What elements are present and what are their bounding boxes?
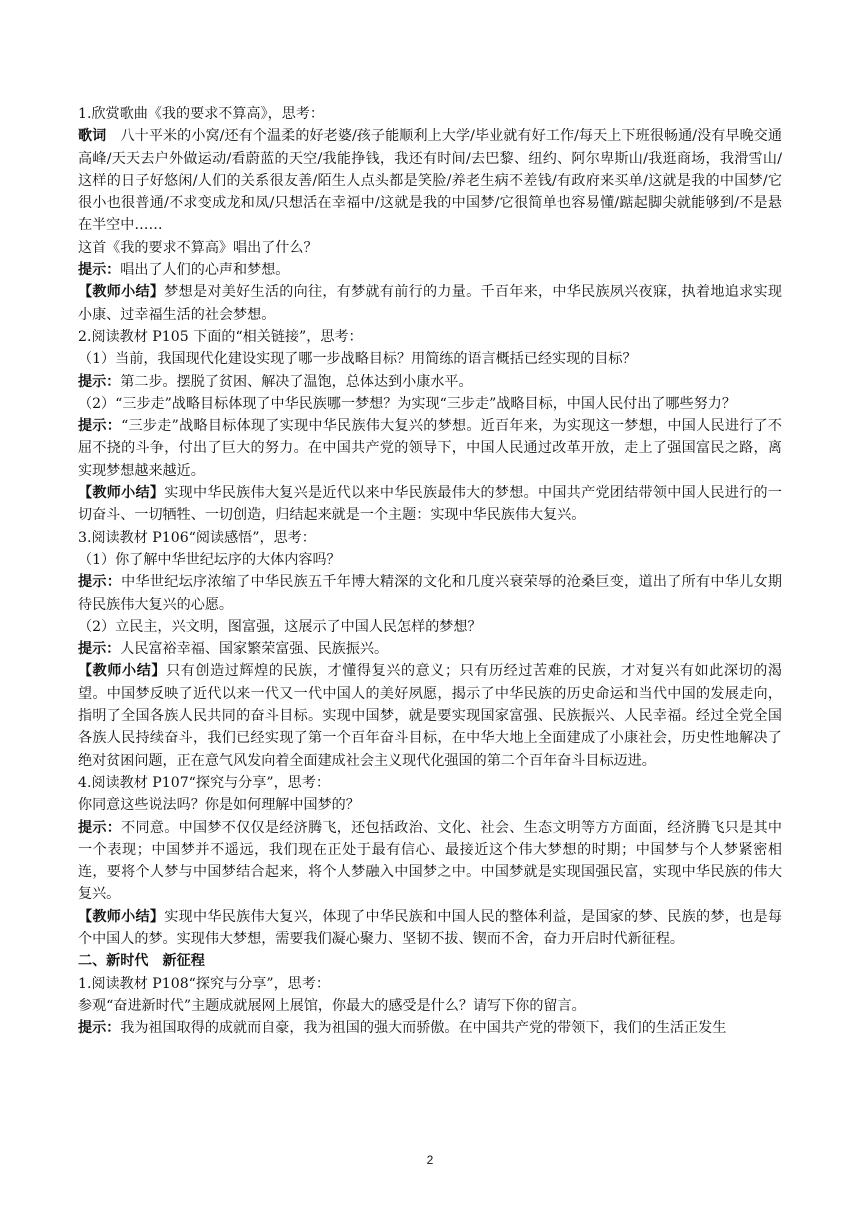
lyrics-paragraph: 歌词 八十平米的小窝/还有个温柔的好老婆/孩子能顺利上大学/毕业就有好工作/每天上下班很畅通/没有早晚交通高峰/天天去户外做运动/看蔚蓝的天空/我能挣钱，我还有时间/去巴黎、纽约、阿尔卑斯山/我逛商场，我滑雪山/这样的日子好悠闲/人们的关系很友善/陌生人点头都是笑脸/养老生病不差钱/有政府来买单/这就是我的中国梦/它很小也很普通/不求变成龙和凤/只想活在幸福中/这就是我的中国梦/它很简单也容易懂/踮起脚尖就能够到/不是悬在半空中…… xyxy=(78,128,782,234)
question-text: 参观“奋进新时代”主题成就展网上展馆，你最大的感受是什么？请写下你的留言。 xyxy=(78,997,586,1014)
question-text: 这首《我的要求不算高》唱出了什么？ xyxy=(78,239,318,256)
hint-paragraph: 提示：我为祖国取得的成就而自豪，我为祖国的强大而骄傲。在中国共产党的带领下，我们的生活正发生 xyxy=(78,1020,727,1037)
question-text: （1）当前，我国现代化建设实现了哪一步战略目标？用简练的语言概括已经实现的目标？ xyxy=(78,351,637,368)
hint-paragraph: 提示：中华世纪坛序浓缩了中华民族五千年博大精深的文化和几度兴衰荣辱的沧桑巨变，道出了所有中华儿女期待民族伟大复兴的心愿。 xyxy=(78,574,783,613)
question-text: （2）“三步走”战略目标体现了中华民族哪一梦想？为实现“三步走”战略目标，中国人民付出了哪些努力？ xyxy=(78,395,736,412)
question-1-heading: 1.欣赏歌曲《我的要求不算高》，思考： xyxy=(78,106,324,122)
hint-paragraph: 提示：唱出了人们的心声和梦想。 xyxy=(78,262,290,279)
teacher-summary: 【教师小结】实现中华民族伟大复兴，体现了中华民族和中国人民的整体利益，是国家的梦、民族的梦，也是每个中国人的梦。实现伟大梦想，需要我们凝心聚力、坚韧不拔、锲而不舍，奋力开启时代新征程。 xyxy=(78,908,783,947)
hint-paragraph: 提示：“三步走”战略目标体现了实现中华民族伟大复兴的梦想。近百年来，为实现这一梦想，中国人民进行了不屈不挠的斗争，付出了巨大的努力。在中国共产党的领导下，中国人民通过改革开放，走上了强国富民之路，离实现梦想越来越近。 xyxy=(78,418,783,479)
question-text: （1）你了解中华世纪坛序的大体内容吗？ xyxy=(78,551,341,568)
hint-label: 提示： xyxy=(78,819,122,836)
teacher-summary: 【教师小结】梦想是对美好生活的向往，有梦就有前行的力量。千百年来，中华民族夙兴夜寐，执着地追求实现小康、过幸福生活的社会梦想。 xyxy=(78,284,783,323)
hint-label: 提示： xyxy=(78,262,121,279)
teacher-summary: 【教师小结】实现中华民族伟大复兴是近代以来中华民族最伟大的梦想。中国共产党团结带领中国人民进行的一切奋斗、一切牺牲、一切创造，归结起来就是一个主题：实现中华民族伟大复兴。 xyxy=(78,485,783,524)
question-2-heading: 2.阅读教材 P105 下面的“相关链接”，思考： xyxy=(78,328,363,345)
section-heading: 二、新时代 新征程 xyxy=(78,953,205,970)
question-text: （2）立民主，兴文明，图富强，这展示了中国人民怎样的梦想？ xyxy=(78,618,482,635)
hint-label: 提示： xyxy=(78,373,121,390)
hint-paragraph: 提示：第二步。摆脱了贫困、解决了温饱，总体达到小康水平。 xyxy=(78,373,473,390)
teacher-summary-label: 【教师小结】 xyxy=(78,663,167,680)
hint-label: 提示： xyxy=(78,418,122,435)
document-body xyxy=(78,103,782,1039)
lyrics-label: 歌词 xyxy=(78,128,107,145)
question-4-heading: 4.阅读教材 P107“探究与分享”，思考： xyxy=(78,774,330,791)
question-text: 你同意这些说法吗？你是如何理解中国梦的？ xyxy=(78,797,360,814)
hint-paragraph: 提示：人民富裕幸福、国家繁荣富强、民族振兴。 xyxy=(78,641,389,658)
teacher-summary-label: 【教师小结】 xyxy=(78,485,165,502)
question-1-heading: 1.阅读教材 P108“探究与分享”，思考： xyxy=(78,975,330,992)
teacher-summary-label: 【教师小结】 xyxy=(78,908,165,925)
hint-paragraph: 提示：不同意。中国梦不仅仅是经济腾飞，还包括政治、文化、社会、生态文明等方方面面，经济腾飞只是其中一个表现；中国梦并不遥远，我们现在正处于最有信心、最接近这个伟大梦想的时期；中国梦与个人梦紧密相连，要将个人梦与中国梦结合起来，将个人梦融入中国梦之中。中国梦就是实现国强民富，实现中华民族的伟大复兴。 xyxy=(78,819,783,903)
teacher-summary-label: 【教师小结】 xyxy=(78,284,165,301)
hint-label: 提示： xyxy=(78,574,122,591)
question-3-heading: 3.阅读教材 P106“阅读感悟”，思考： xyxy=(78,529,316,546)
teacher-summary: 【教师小结】只有创造过辉煌的民族，才懂得复兴的意义；只有历经过苦难的民族，才对复兴有如此深切的渴望。中国梦反映了近代以来一代又一代中国人的美好夙愿，揭示了中华民族的历史命运和当代中国的发展走向，指明了全国各族人民共同的奋斗目标。实现中国梦，就是要实现国家富强、民族振兴、人民幸福。经过全党全国各族人民持续奋斗，我们已经实现了第一个百年奋斗目标，在中华大地上全面建成了小康社会，历史性地解决了绝对贫困问题，正在意气风发向着全面建成社会主义现代化强国的第二个百年奋斗目标迈进。 xyxy=(78,663,783,769)
page-number: 2 xyxy=(426,1153,434,1167)
hint-label: 提示： xyxy=(78,641,121,658)
hint-label: 提示： xyxy=(78,1020,121,1037)
